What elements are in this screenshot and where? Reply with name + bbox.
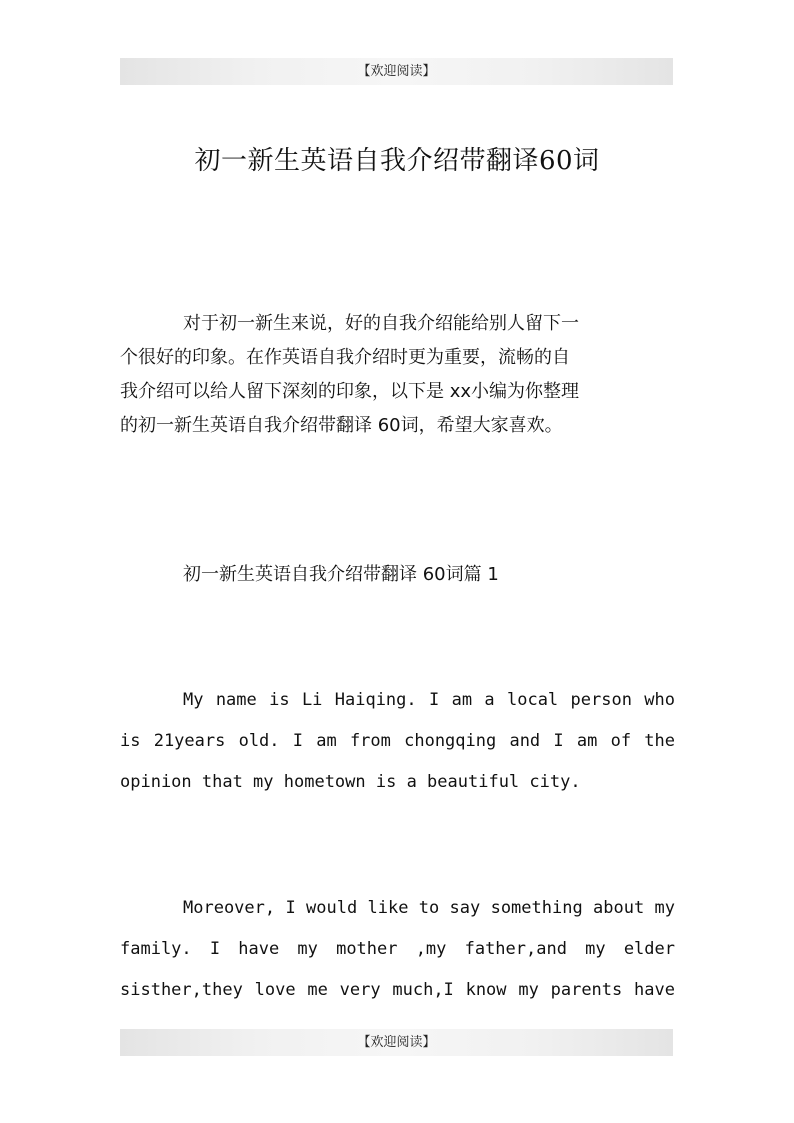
paragraph-line: sisther,they love me very much,I know my parents have	[120, 980, 675, 1000]
document-title: 初一新生英语自我介绍带翻译60词	[194, 146, 600, 176]
english-paragraph-1	[120, 680, 675, 803]
intro-line: 个很好的印象。在作英语自我介绍时更为重要，流畅的自	[120, 347, 570, 368]
section-heading: 初一新生英语自我介绍带翻译 60词篇 1	[183, 564, 499, 585]
intro-paragraph	[120, 307, 675, 443]
paragraph-line: is 21years old. I am from chongqing and I am of the	[120, 731, 675, 751]
header-banner: 【欢迎阅读】	[120, 58, 673, 85]
intro-line: 我介绍可以给人留下深刻的印象，以下是 xx小编为你整理	[120, 381, 580, 402]
paragraph-line: opinion that my hometown is a beautiful city.	[120, 772, 581, 792]
footer-banner: 【欢迎阅读】	[120, 1029, 673, 1056]
paragraph-line: family. I have my mother ,my father,and my elder	[120, 939, 675, 959]
intro-line: 对于初一新生来说，好的自我介绍能给别人留下一	[183, 313, 579, 334]
intro-line: 的初一新生英语自我介绍带翻译 60词，希望大家喜欢。	[120, 415, 563, 436]
english-paragraph-2	[120, 888, 675, 1011]
paragraph-line: My name is Li Haiqing. I am a local person who	[183, 690, 675, 710]
paragraph-line: Moreover, I would like to say something about my	[183, 898, 675, 918]
